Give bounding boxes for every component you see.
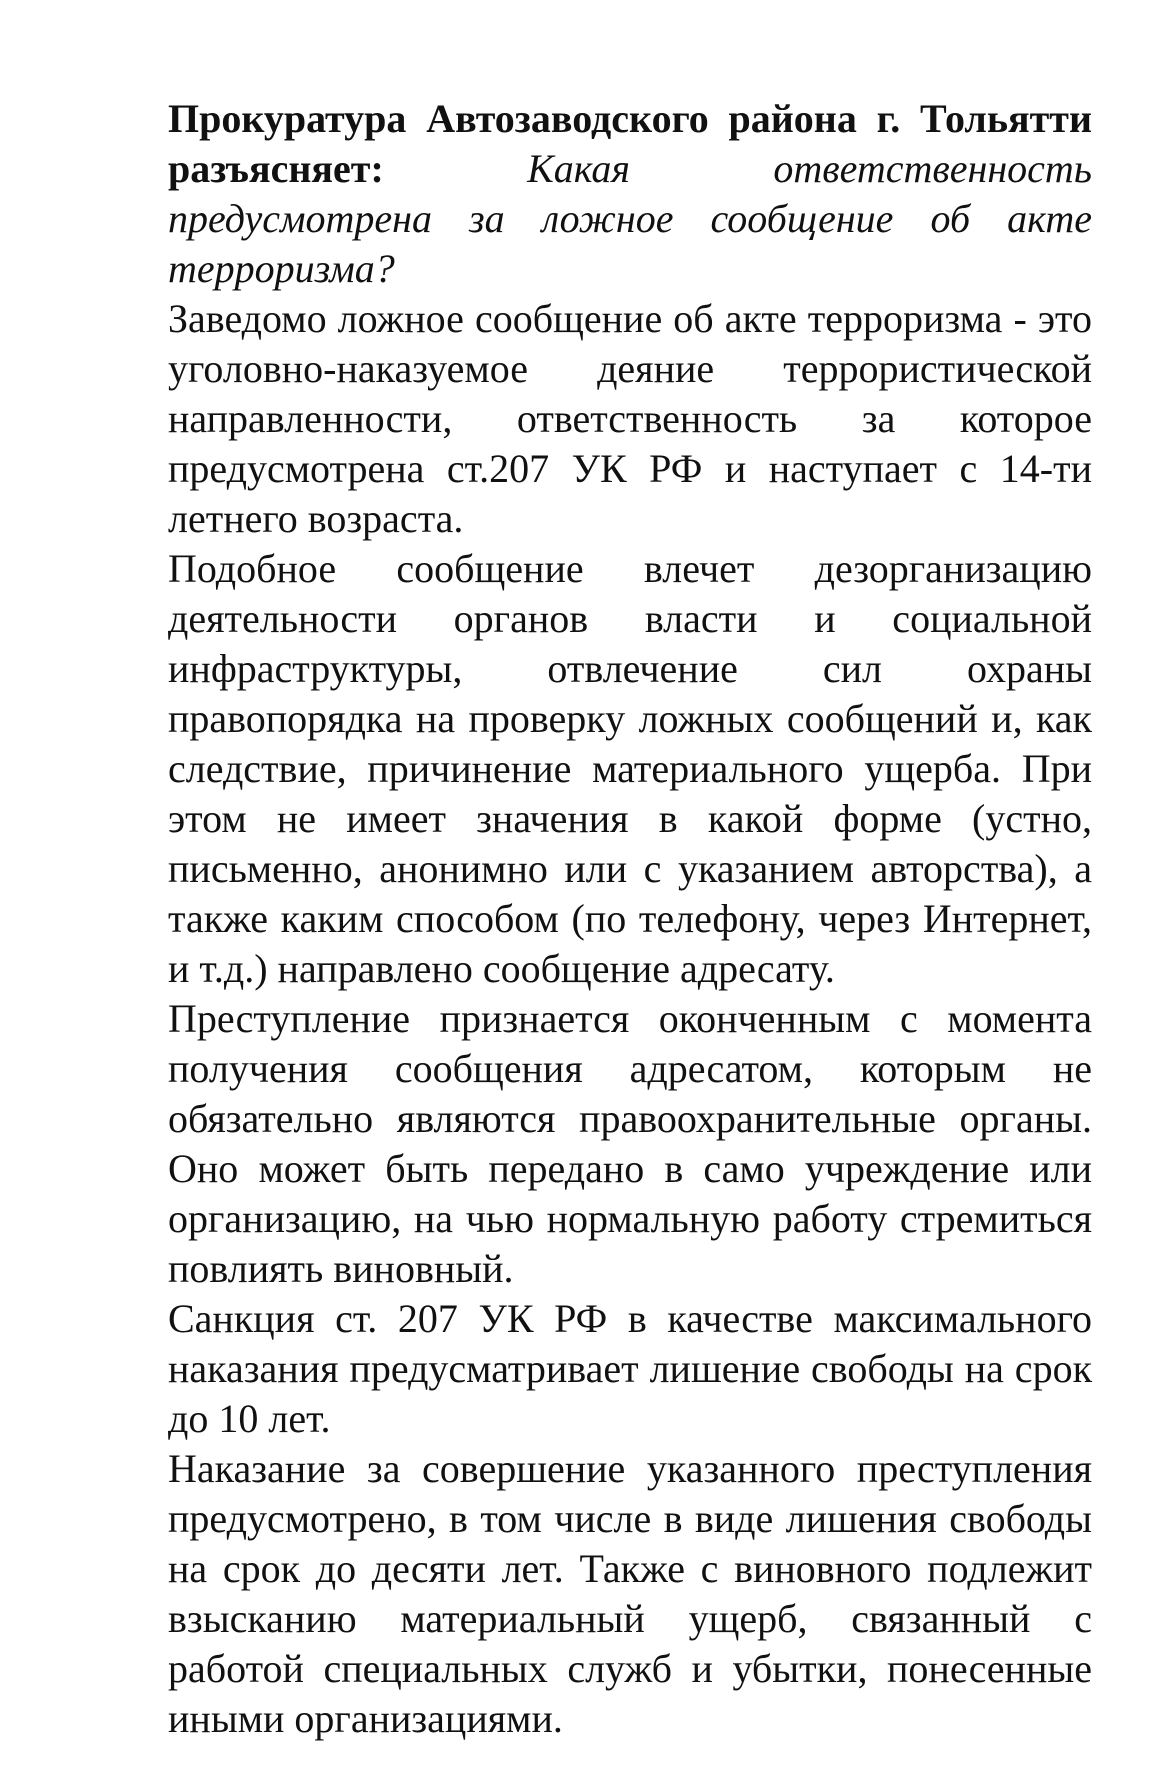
paragraph-completion: Преступление признается оконченным с момента получения сообщения адресатом, которым не обязательно являются правоохранительные органы. Оно может быть передано в само учреждение или организацию, на чью нормальную работу стремиться повлиять виновный. — [168, 996, 1092, 1291]
paragraph-punishment: Наказание за совершение указанного преступления предусмотрено, в том числе в виде лишения свободы на срок до десяти лет. Также с виновного подлежит взысканию материальный ущерб, связанный с работой специальных служб и убытки, понесенные иными организациями. — [168, 1446, 1092, 1741]
paragraph-sanction: Санкция ст. 207 УК РФ в качестве максимального наказания предусматривает лишение свободы на срок до 10 лет. — [168, 1296, 1092, 1441]
paragraph-definition: Заведомо ложное сообщение об акте терроризма - это уголовно-наказуемое деяние террористической направленности, ответственность за которое предусмотрена ст.207 УК РФ и наступает с 14-ти летнего возраста. — [168, 296, 1092, 541]
paragraph-consequences: Подобное сообщение влечет дезорганизацию деятельности органов власти и социальной инфраструктуры, отвлечение сил охраны правопорядка на проверку ложных сообщений и, как следствие, причинение материального ущерба. При этом не имеет значения в какой форме (устно, письменно, анонимно или с указанием авторства), а также каким способом (по телефону, через Интернет, и т.д.) направлено сообщение адресату. — [168, 546, 1092, 991]
heading-title: Прокуратура Автозаводского района г. Тольятти разъясняет: — [168, 96, 1092, 191]
document-heading — [168, 94, 1092, 294]
heading-question: Какая ответственность предусмотрена за ложное сообщение об акте терроризма? — [168, 146, 1092, 291]
document-page — [168, 94, 1092, 1744]
